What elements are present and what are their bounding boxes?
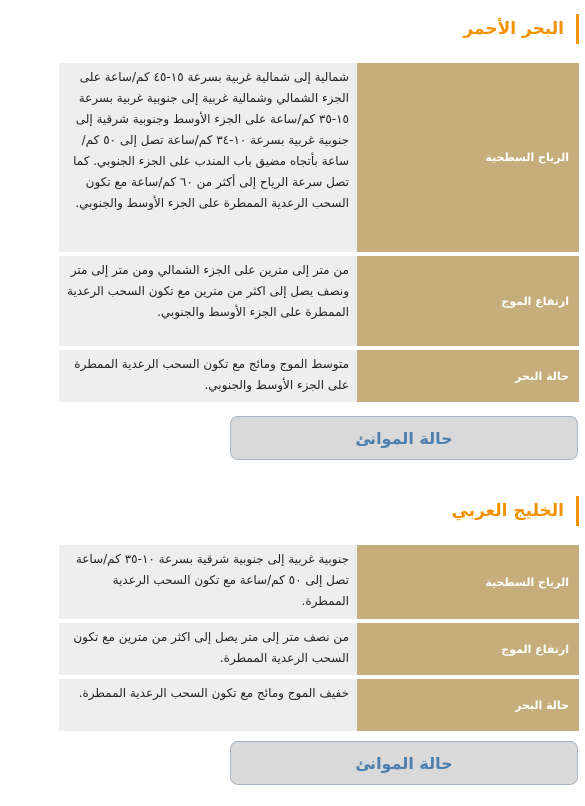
arabian-gulf-surface-wind-row	[59, 545, 579, 619]
sea-state-label: حالة البحر	[357, 350, 579, 402]
sea-state-value: خفيف الموج ومائج مع تكون السحب الرعدية الممطرة.	[59, 679, 357, 731]
surface-wind-label: الرياح السطحية	[357, 545, 579, 619]
red-sea-section-title: البحر الأحمر	[379, 14, 579, 44]
sea-state-label: حالة البحر	[357, 679, 579, 731]
red-sea-surface-wind-row	[59, 63, 579, 252]
surface-wind-label: الرياح السطحية	[357, 63, 579, 252]
surface-wind-value: شمالية إلى شمالية غربية بسرعة ١٥-٤٥ كم/ساعة على الجزء الشمالي وشمالية غربية إلى جنوبية غربية بسرعة ١٥-٣٥ كم/ساعة على الجزء الأوسط وجنوبية شرقية إلى جنوبية غربية بسرعة ١٠-٣٤ كم/ساعة تصل إلى ٥٠ كم/ساعة بأتجاه مضيق باب المندب على الجزء الجنوبي. كما تصل سرعة الرياح إلى أكثر من ٦٠ كم/ساعة مع تكون السحب الرعدية الممطرة على الجزء الأوسط والجنوبي.	[59, 63, 357, 252]
wave-height-value: من متر إلى مترين على الجزء الشمالي ومن متر إلى متر ونصف يصل إلى اكثر من مترين مع تكون السحب الرعدية الممطرة على الجزء الأوسط والجنوبي.	[59, 256, 357, 346]
sea-state-value: متوسط الموج ومائج مع تكون السحب الرعدية الممطرة على الجزء الأوسط والجنوبي.	[59, 350, 357, 402]
arabian-gulf-sea-state-row	[59, 679, 579, 731]
red-sea-wave-height-row	[59, 256, 579, 346]
surface-wind-value: جنوبية غربية إلى جنوبية شرقية بسرعة ١٠-٣٥ كم/ساعة تصل إلى ٥٠ كم/ساعة مع تكون السحب الرعدية الممطرة.	[59, 545, 357, 619]
arabian-gulf-weather-table	[59, 545, 579, 735]
arabian-gulf-wave-height-row	[59, 623, 579, 675]
wave-height-label: ارتفاع الموج	[357, 623, 579, 675]
wave-height-label: ارتفاع الموج	[357, 256, 579, 346]
red-sea-ports-status-button[interactable]: حالة الموانئ	[230, 416, 578, 460]
red-sea-sea-state-row	[59, 350, 579, 402]
wave-height-value: من نصف متر إلى متر يصل إلى اكثر من مترين مع تكون السحب الرعدية الممطرة.	[59, 623, 357, 675]
red-sea-weather-table	[59, 63, 579, 406]
arabian-gulf-section-title: الخليج العربي	[379, 496, 579, 526]
arabian-gulf-ports-status-button[interactable]: حالة الموانئ	[230, 741, 578, 785]
